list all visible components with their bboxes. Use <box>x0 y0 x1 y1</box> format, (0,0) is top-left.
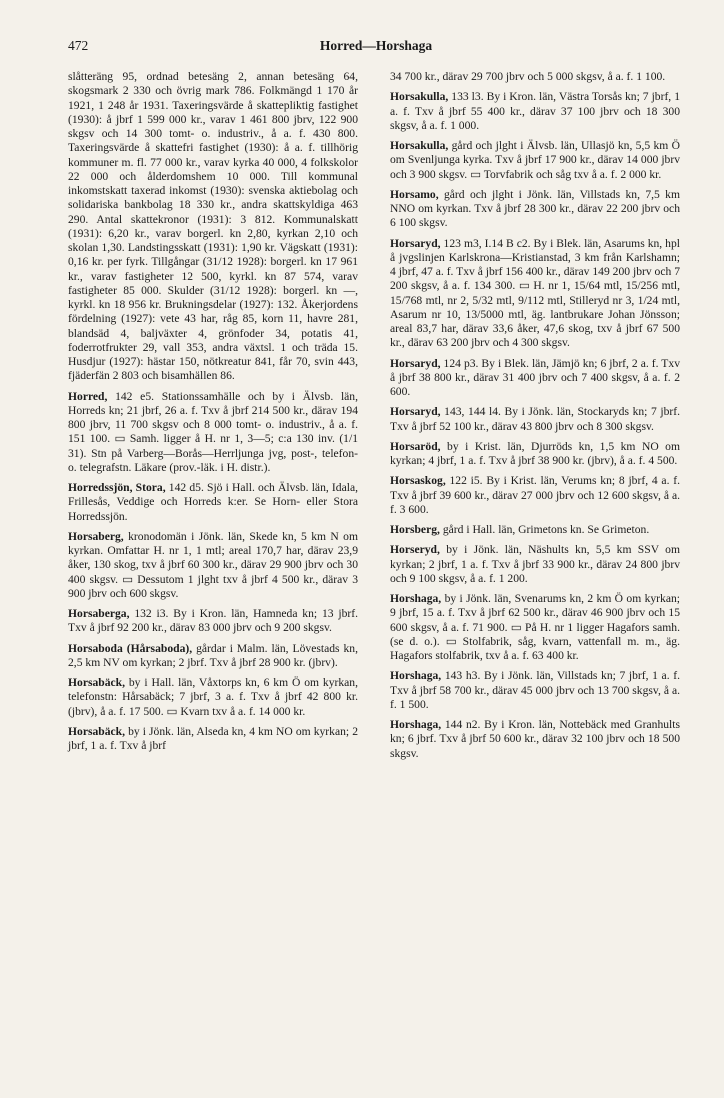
entry-text: 122 i5. By i Krist. län, Verums kn; 8 jbrf, 4 a. f. Txv å jbrf 39 600 kr., därav 27 000 jbrv och 12 600 skgsv, å a. f. 3 600. <box>390 474 680 516</box>
gazetteer-entry <box>390 543 680 586</box>
gazetteer-entry <box>390 405 680 434</box>
entry-headword: Horshaga, <box>390 592 442 605</box>
entry-text: gård i Hall. län, Grimetons kn. Se Grimeton. <box>439 523 650 536</box>
entry-headword: Horsaberg, <box>68 529 124 543</box>
entry-text: slåtteräng 95, ordnad betesäng 2, annan betesäng 64, skogsmark 2 330 och övrig mark 786. Folkmängd 1 170 år 1921, 1 248 år 1931. Taxeringsvärde å skattepliktig fastighet (1930): å jbrf 1 599 000 kr., varav 1 461 800 jbrv, 122 900 skgsv och 14 300 tomt- o. industriv., å a. f. 430 800. Taxeringsvärde å skattefri fastighet (1930): å a. f. tillhörig kommuner m. fl. 77 000 kr., varav kyrka 40 000, 4 folkskolor 22 000 och ålderdomshem 10 000. Till kommunal inkomstskatt taxerad inkomst (1930): svenska aktiebolag och solidariska bankbolag 18 330 kr., andra skattskyldiga 463 290. Antal skattekronor (1931): 3 812. Kommunalskatt (1931): 6,20 kr., varav borgerl. kn 2,80, kyrkan 2,10 och skolan 1,30. Landstingsskatt (1931): 1,90 kr. Vägskatt (1931): 0,16 kr. per fyrk. Tillgångar (31/12 1928): borgerl. kn 17 961 kr., varav fastigheter 12 500, kyrkl. kn 87 574, varav fastigheter 85 000. Skulder (31/12 1928): borgerl. kn —, kyrkl. kn 18 956 kr. Brukningsdelar (1927): 132. Åkerjordens fördelning (1927): vete 43 har, råg 85, korn 11, havre 281, blandsäd 4, baljväxter 4, grönfoder 34, potatis 41, foderrotfrukter 29, vall 353, andra växtsl. 1 och träda 15. Husdjur (1927): hästar 150, nötkreatur 841, får 70, svin 443, fjäderfän 2 803 och bisamhällen 86. <box>68 70 358 383</box>
gazetteer-entry <box>390 139 680 182</box>
entry-paragraph <box>390 543 680 586</box>
entry-text: 123 m3, I.14 B c2. By i Blek. län, Asarums kn, hpl å jvgslinjen Karlskrona—Kristianstad, 3 km från Karlshamn; 4 jbrf, 47 a. f. Txv å jbrf 156 400 kr., därav 149 200 jbrv och 7 200 skgsv, å a. f. 134 300. ▭ H. nr 1, 15/64 mtl, 15/256 mtl, 15/768 mtl, nr 2, 5/32 mtl, 9/112 mtl, Stilleryd nr 3, 1/24 mtl, Asarum nr 10, 13/5000 mtl, äg. lantbrukare Johan Jönsson; areal 83,7 har, därav 33,6 åker, 47,6 skog, txv å jbrf 67 500 kr., därav 63 200 jbrv och 4 300 skgsv. <box>390 236 680 350</box>
entry-text: kronodomän i Jönk. län, Skede kn, 5 km N om kyrkan. Omfattar H. nr 1, 1 mtl; areal 170,7 har, därav 23,9 åker, 130 skog, txv å jbrf 60 300 kr., därav 29 900 jbrv och 30 400 skgsv. ▭ Dessutom 1 jlght txv å jbrf 4 500 kr., därav 3 900 jbrv och 600 skgsv. <box>68 529 358 600</box>
running-head: Horred—Horshaga <box>319 38 433 53</box>
entry-headword: Horredssjön, Stora, <box>68 481 166 494</box>
entry-paragraph <box>68 676 358 719</box>
entry-paragraph <box>390 90 680 133</box>
entry-paragraph <box>68 607 358 636</box>
entry-headword: Horsabäck, <box>68 676 126 689</box>
gazetteer-entry <box>390 90 680 133</box>
entry-text: by i Krist. län, Djurröds kn, 1,5 km NO om kyrkan; 4 jbrf, 1 a. f. Txv å jbrf 38 900 kr. (jbrv), å a. f. 4 500. <box>390 439 680 467</box>
gazetteer-entry <box>390 474 680 517</box>
entry-paragraph <box>390 440 680 469</box>
entry-paragraph <box>390 237 680 351</box>
entry-paragraph <box>390 474 680 517</box>
entry-paragraph <box>68 642 358 671</box>
entry-paragraph <box>390 405 680 434</box>
gazetteer-entry <box>390 523 680 537</box>
entry-headword: Horsakulla, <box>390 90 449 104</box>
entry-paragraph <box>390 523 680 537</box>
gazetteer-entry <box>390 357 680 400</box>
entry-text: by i Jönk. län, Näshults kn, 5,5 km SSV om kyrkan; 2 jbrf, 1 a. f. Txv å jbrf 33 900 kr., därav 24 800 jbrv och 9 100 skgsv, å a. f. 1 200. <box>390 543 680 585</box>
entry-text: by i Jönk. län, Alseda kn, 4 km NO om kyrkan; 2 jbrf, 1 a. f. Txv å jbrf <box>68 724 358 752</box>
entry-text: 34 700 kr., därav 29 700 jbrv och 5 000 skgsv, å a. f. 1 100. <box>390 70 666 83</box>
entry-headword: Horsakulla, <box>390 139 449 152</box>
entry-paragraph <box>390 70 680 84</box>
entry-paragraph <box>390 188 680 231</box>
entry-text: 143 h3. By i Jönk. län, Villstads kn; 7 jbrf, 1 a. f. Txv å jbrf 58 700 kr., därav 45 000 jbrv och 13 700 skgsv, å a. f. 1 500. <box>390 669 680 711</box>
gazetteer-entry <box>68 481 358 524</box>
right-column <box>390 70 680 767</box>
entry-paragraph <box>390 592 680 663</box>
entry-text: by i Hall. län, Våxtorps kn, 6 km Ö om kyrkan, telefonstn: Hårsabäck; 7 jbrf, 3 a. f. Txv å jbrf 42 800 kr. (jbrv), å a. f. 17 500. ▭ Kvarn txv å a. f. 14 000 kr. <box>68 676 358 718</box>
entry-text: 144 n2. By i Kron. län, Nottebäck med Granhults kn; 6 jbrf. Txv å jbrf 50 600 kr., därav 32 100 jbrv och 18 500 skgsv. <box>390 718 680 760</box>
entry-headword: Horsaberga, <box>68 607 130 620</box>
entry-paragraph <box>390 718 680 761</box>
entry-text: gårdar i Malm. län, Lövestads kn, 2,5 km NV om kyrkan; 2 jbrf. Txv å jbrf 28 900 kr. (jbrv). <box>68 641 358 669</box>
entry-paragraph <box>68 70 358 384</box>
entry-headword: Horsaskog, <box>390 474 446 488</box>
entry-paragraph <box>68 390 358 476</box>
entry-headword: Horsamo, <box>390 187 439 201</box>
gazetteer-entry <box>390 440 680 469</box>
entry-headword: Horsaryd, <box>390 356 441 370</box>
entry-headword: Horsaröd, <box>390 439 441 453</box>
entry-text: 142 e5. Stationssamhälle och by i Älvsb. län, Horreds kn; 21 jbrf, 26 a. f. Txv å jbrf 214 500 kr., därav 194 800 jbrv, 11 700 skgsv och 8 000 tomt- o. industriv., å a. f. 151 100. ▭ Samh. ligger å H. nr 1, 3—5; c:a 130 inv. (1/1 31). Stn på Varberg—Borås—Herrljunga jvg, post-, telefon- o. telegrafstn. Läkare (prov.-läk. i H. distr.). <box>68 389 358 474</box>
gazetteer-entry <box>390 70 680 84</box>
gazetteer-entry <box>390 592 680 663</box>
entry-headword: Horred, <box>68 389 108 403</box>
entry-headword: Horsaryd, <box>390 236 441 250</box>
entry-headword: Horseryd, <box>390 543 440 557</box>
entry-headword: Horsabäck, <box>68 724 126 738</box>
entry-paragraph <box>68 481 358 524</box>
entry-headword: Horsaboda (Hårsaboda), <box>68 641 193 655</box>
gazetteer-entry <box>390 188 680 231</box>
gazetteer-entry <box>390 669 680 712</box>
entry-paragraph <box>390 669 680 712</box>
entry-paragraph <box>68 530 358 601</box>
entry-text: 142 d5. Sjö i Hall. och Älvsb. län, Idala, Frillesås, Veddige och Horreds k:er. Se Horn- eller Stora Horredssjön. <box>68 481 359 523</box>
entry-headword: Horshaga, <box>390 718 442 731</box>
gazetteer-entry <box>68 70 358 384</box>
entry-text: 124 p3. By i Blek. län, Jämjö kn; 6 jbrf, 2 a. f. Txv å jbrf 38 800 kr., därav 31 400 jbrv och 7 400 skgsv, å a. f. 2 600. <box>390 356 680 398</box>
entry-text: gård och jlght i Jönk. län, Villstads kn, 7,5 km NNO om kyrkan. Txv å jbrf 28 300 kr., därav 22 200 jbrv och 6 100 skgsv. <box>390 187 680 230</box>
entry-headword: Horsaryd, <box>390 405 441 419</box>
entry-text: gård och jlght i Älvsb. län, Ullasjö kn, 5,5 km Ö om Svenljunga kyrka. Txv å jbrf 17 900 kr., därav 14 000 jbrv och 3 900 skgsv. ▭ Torvfabrik och såg txv å a. f. 2 000 kr. <box>390 139 680 181</box>
entry-text: by i Jönk. län, Svenarums kn, 2 km Ö om kyrkan; 9 jbrf, 15 a. f. Txv å jbrf 62 500 kr., därav 46 900 jbrv och 15 600 skgsv, å a. f. 71 900. ▭ På H. nr 1 ligger Hagafors samh. (se d. o.). ▭ Stolfabrik, såg, kvarn, vattenfall m. m., äg. Hagafors stolfabrik, txv å a. f. 63 400 kr. <box>390 592 680 662</box>
left-column <box>68 70 358 759</box>
gazetteer-entry <box>68 530 358 601</box>
gazetteer-entry <box>68 390 358 476</box>
entry-paragraph <box>390 139 680 182</box>
page-number: 472 <box>68 38 89 53</box>
entry-paragraph <box>390 357 680 400</box>
gazetteer-entry <box>68 725 358 754</box>
page-header <box>68 38 684 58</box>
entry-headword: Horsberg, <box>390 523 440 536</box>
gazetteer-entry <box>68 676 358 719</box>
gazetteer-entry <box>390 237 680 351</box>
entry-paragraph <box>68 725 358 754</box>
entry-text: 133 l3. By i Kron. län, Västra Torsås kn; 7 jbrf, 1 a. f. Txv å jbrf 55 400 kr., därav 37 100 jbrv och 18 300 skgsv, å a. f. 1 000. <box>390 90 680 132</box>
gazetteer-entry <box>68 642 358 671</box>
entry-text: 132 i3. By i Kron. län, Hamneda kn; 13 jbrf. Txv å jbrf 92 200 kr., därav 83 000 jbrv och 9 200 skgsv. <box>68 607 358 635</box>
gazetteer-entry <box>68 607 358 636</box>
entry-headword: Horshaga, <box>390 669 442 683</box>
gazetteer-entry <box>390 718 680 761</box>
entry-text: 143, 144 l4. By i Jönk. län, Stockaryds kn; 7 jbrf. Txv å jbrf 52 100 kr., därav 43 800 jbrv och 8 300 skgsv. <box>390 405 680 433</box>
